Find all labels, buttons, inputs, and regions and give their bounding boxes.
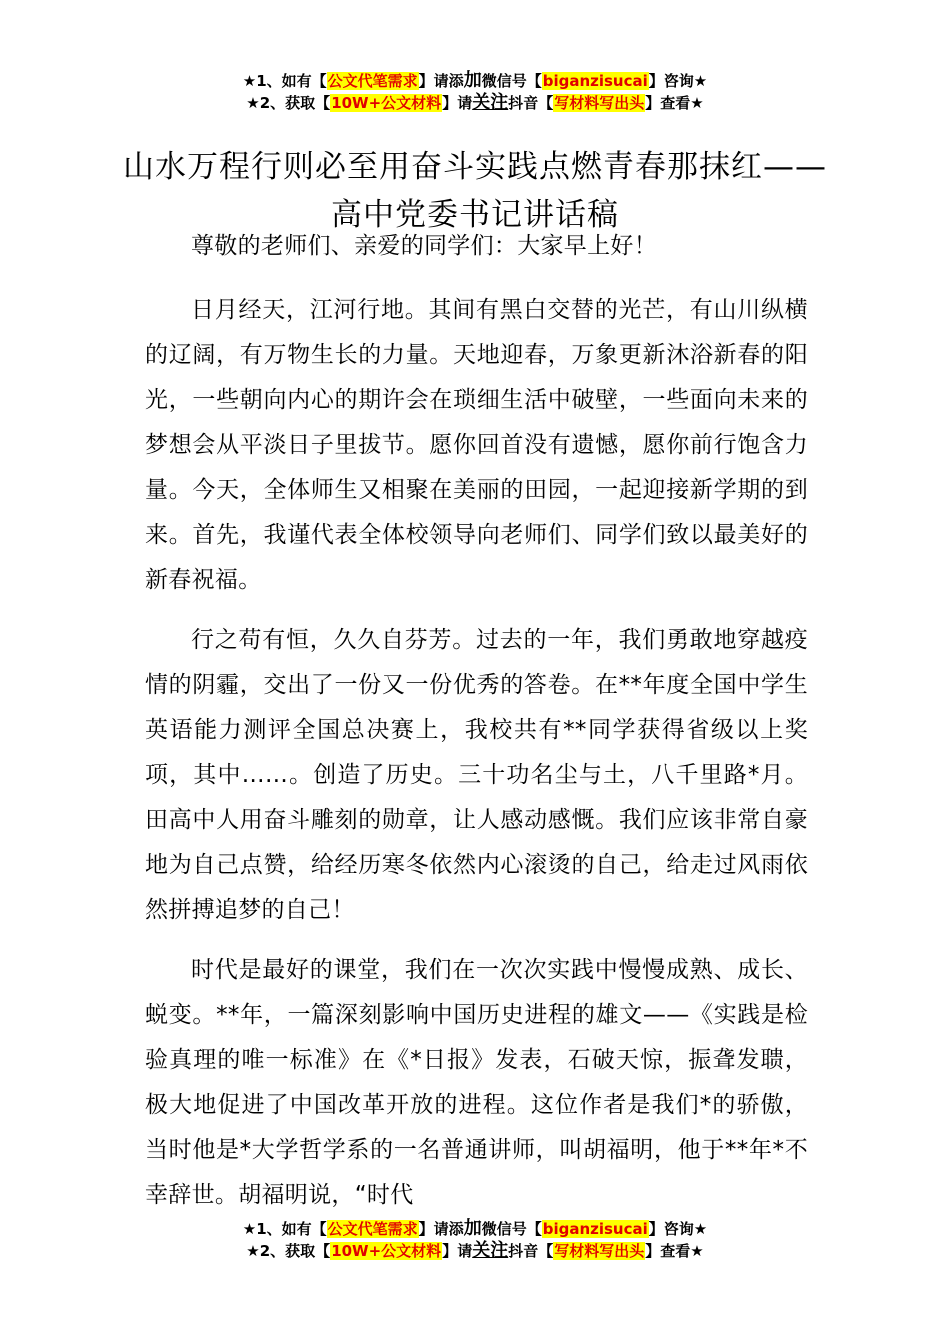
promo-text: 】查看★ — [645, 1242, 704, 1260]
promo-banner-bottom — [0, 1218, 950, 1262]
body-paragraph: 行之苟有恒，久久自芬芳。过去的一年，我们勇敢地穿越疫情的阴霾，交出了一份又一份优秀的答卷。在**年度全国中学生英语能力测评全国总决赛上，我校共有**同学获得省级以上奖项，其中……。创造了历史。三十功名尘与土，八千里路*月。田高中人用奋斗雕刻的勋章，让人感动感慨。我们应该非常自豪地为自己点赞，给经历寒冬依然内心滚烫的自己，给走过风雨依然拼搏追梦的自己！ — [145, 627, 808, 923]
promo-text: 】请添 — [418, 72, 464, 90]
body-paragraph: 时代是最好的课堂，我们在一次次实践中慢慢成熟、成长、蜕变。**年，一篇深刻影响中国历史进程的雄文——《实践是检验真理的唯一标准》在《*日报》发表，石破天惊，振聋发聩，极大地促进了中国改革开放的进程。这位作者是我们*的骄傲，当时他是*大学哲学系的一名普通讲师，叫胡福明，他于**年*不幸辞世。胡福明说，“时代 — [145, 957, 808, 1208]
highlight-materials: 10W+公文材料 — [331, 1242, 442, 1260]
promo-text: ★1、如有【 — [242, 1220, 327, 1238]
promo-text: 】咨询★ — [648, 72, 708, 90]
promo-text: ★2、获取【 — [246, 1242, 331, 1260]
document-body — [145, 224, 808, 1233]
promo-text: 关注 — [472, 92, 509, 113]
promo-text: 加 — [463, 70, 482, 91]
promo-text: 关注 — [472, 1240, 509, 1261]
highlight-materials: 10W+公文材料 — [331, 94, 442, 112]
promo-line-2 — [0, 1240, 950, 1262]
promo-line-2 — [0, 92, 950, 114]
promo-text: 加 — [463, 1218, 482, 1239]
highlight-wechat-id: biganzisucai — [542, 1220, 648, 1238]
highlight-wechat-id: biganzisucai — [542, 72, 648, 90]
promo-text: 抖音【 — [508, 1242, 554, 1260]
promo-line-1 — [0, 1218, 950, 1240]
highlight-douyin: 写材料写出头 — [554, 1242, 645, 1260]
promo-text: 】请 — [442, 94, 473, 112]
promo-text: 】咨询★ — [648, 1220, 708, 1238]
promo-text: 】请添 — [418, 1220, 464, 1238]
promo-banner-top — [0, 70, 950, 114]
promo-text: 】查看★ — [645, 94, 704, 112]
page-title: 山水万程行则必至用奋斗实践点燃青春那抹红——高中党委书记讲话稿 — [123, 148, 827, 233]
promo-text: 抖音【 — [508, 94, 554, 112]
highlight-service: 公文代笔需求 — [327, 72, 418, 90]
promo-line-1 — [0, 70, 950, 92]
greeting: 尊敬的老师们、亲爱的同学们：大家早上好！ — [191, 233, 657, 259]
promo-text: ★2、获取【 — [246, 94, 331, 112]
body-paragraph: 日月经天，江河行地。其间有黑白交替的光芒，有山川纵横的辽阔，有万物生长的力量。天地迎春，万象更新沐浴新春的阳光，一些朝向内心的期许会在琐细生活中破壁，一些面向未来的梦想会从平淡日子里拔节。愿你回首没有遗憾，愿你前行饱含力量。今天，全体师生又相聚在美丽的田园，一起迎接新学期的到来。首先，我谨代表全体校领导向老师们、同学们致以最美好的新春祝福。 — [145, 297, 808, 593]
promo-text: ★1、如有【 — [242, 72, 327, 90]
promo-text: 微信号【 — [481, 1220, 542, 1238]
highlight-service: 公文代笔需求 — [327, 1220, 418, 1238]
highlight-douyin: 写材料写出头 — [554, 94, 645, 112]
promo-text: 微信号【 — [481, 72, 542, 90]
promo-text: 】请 — [442, 1242, 473, 1260]
